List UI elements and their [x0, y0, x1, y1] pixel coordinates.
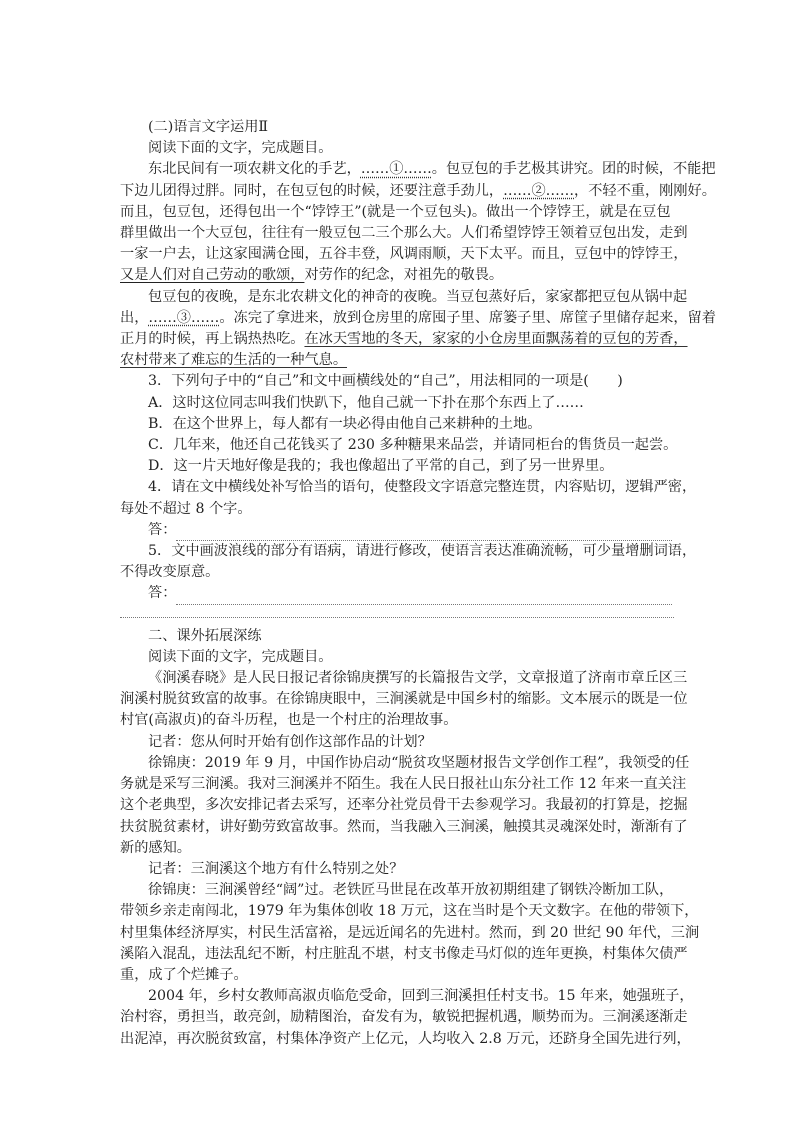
passage-line: 带领乡亲走南闯北，1979 年为集体创收 18 万元，这在当时是个天文数字。在他的带领下， — [120, 903, 699, 920]
passage-line: 治村容，勇担当，敢亮剑，励精图治，奋发有为，敏锐把握机遇，顺势而为。三涧溪逐渐走 — [120, 1009, 688, 1026]
question-4-stem-cont: 每处不超过 8 个字。 — [120, 500, 252, 517]
question-5-stem: 5．文中画波浪线的部分有语病，请进行修改，使语言表达准确流畅，可少量增删词语， — [148, 543, 697, 560]
passage-line: 2004 年，乡村女教师高淑贞临危受命，回到三涧溪担任村支书。15 年来，她强班子， — [148, 988, 694, 1005]
question-5-stem-cont: 不得改变原意。 — [120, 564, 220, 581]
option-a: A．这时这位同志叫我们快趴下，他自己就一下扑在那个东西上了…… — [148, 394, 584, 411]
answer-line[interactable] — [176, 604, 672, 605]
instruction: 阅读下面的文字，完成题目。 — [148, 140, 333, 157]
passage-line — [120, 329, 688, 350]
passage-line: 村官(高淑贞)的奋斗历程，也是一个村庄的治理故事。 — [120, 712, 458, 729]
answer-line[interactable] — [120, 605, 674, 618]
option-d: D．这一片天地好像是我的；我也像超出了平常的自己，到了另一世界里。 — [148, 458, 614, 475]
passage-line: 徐锦庚：三涧溪曾经“阔”过。老铁匠马世昆在改革开放初期组建了钢铁冷断加工队， — [148, 882, 674, 899]
passage-line: 新的感知。 — [120, 839, 191, 856]
passage-line: 《涧溪春晓》是人民日报记者徐锦庚撰写的长篇报告文学，文章报道了济南市章丘区三 — [148, 670, 688, 687]
section-heading: (二)语言文字运用Ⅱ — [148, 119, 269, 135]
section-heading: 二、课外拓展深练 — [148, 627, 262, 644]
text: 对劳作的纪念，对祖先的敬畏。 — [304, 267, 504, 284]
answer-label: 答： — [148, 585, 177, 602]
passage-line: 一家一户去，让这家囤满仓囤，五谷丰登，风调雨顺，天下太平。而且，豆包中的饽饽王， — [120, 246, 688, 263]
answer-row — [120, 583, 674, 604]
instruction: 阅读下面的文字，完成题目。 — [148, 648, 333, 665]
blank-3: ……③…… — [148, 309, 220, 326]
blank-1: ……①…… — [360, 161, 432, 178]
passage-line: 出泥淖，再次脱贫致富，村集体净资产上亿元，人均收入 2.8 万元，还跻身全国先进行列， — [120, 1030, 691, 1047]
passage-line: 徐锦庚：2019 年 9 月，中国作协启动“脱贫攻坚题材报告文学创作工程”，我领受的任 — [148, 754, 690, 771]
text: 。包豆包的手艺极其讲究。团的时候，不能把 — [431, 161, 716, 178]
passage-line: 溪陷入混乱，违法乱纪不断，村庄脏乱不堪，村支书像走马灯似的连年更换，村集体欠债严 — [120, 945, 688, 962]
passage-line: 包豆包的夜晚，是东北农耕文化的神奇的夜晚。当豆包蒸好后，家家都把豆包从锅中起 — [148, 288, 688, 305]
wavy-phrase: 农村带来了难忘的生活的一种气息。 — [120, 352, 348, 369]
question-3-stem: 3．下列句子中的“自己”和文中画横线处的“自己”，用法相同的一项是( ) — [148, 373, 623, 390]
interview-question: 记者：您从何时开始有创作这部作品的计划？ — [148, 733, 432, 750]
text: 。冻完了拿进来，放到仓房里的席囤子里、席篓子里、席筐子里储存起来，留着 — [219, 309, 716, 326]
passage-line: 群里做出一个大豆包，往往有一般豆包二三个那么大。人们希望饽饽王领着豆包出发，走到 — [120, 225, 688, 242]
passage-line — [120, 350, 674, 371]
passage-line: 重，成了个烂摊子。 — [120, 966, 248, 983]
passage-line: 务就是采写三涧溪。我对三涧溪并不陌生。我在人民日报社山东分社工作 12 年来一直关注 — [120, 776, 687, 793]
text: 东北民间有一项农耕文化的手艺， — [148, 161, 361, 178]
passage-line — [120, 159, 716, 180]
text: 出， — [120, 309, 149, 326]
answer-row — [120, 520, 674, 541]
answer-label: 答： — [148, 521, 177, 538]
text: 下边儿团得过胖。同时，在包豆包的时候，还要注意手劲儿， — [120, 182, 504, 199]
passage-line: 涧溪村脱贫致富的故事。在徐锦庚眼中，三涧溪就是中国乡村的缩影。文本展示的既是一位 — [120, 691, 688, 708]
blank-2: ……②…… — [503, 182, 575, 199]
option-c: C．几年来，他还自己花钱买了 230 多种糖果来品尝，并请同柜台的售货员一起尝。 — [148, 437, 678, 454]
interview-question: 记者：三涧溪这个地方有什么特别之处？ — [148, 860, 404, 877]
text: 正月的时候，再上锅热热吃。 — [120, 331, 305, 348]
passage-line: 村里集体经济厚实，村民生活富裕，是远近闻名的先进村。然而，到 20 世纪 90 年代，三涧 — [120, 924, 700, 941]
document-body — [120, 117, 716, 1050]
passage-line: 而且，包豆包，还得包出一个“饽饽王”(就是一个豆包头)。做出一个饽饽王，就是在豆包 — [120, 203, 671, 220]
passage-line — [120, 181, 716, 202]
wavy-phrase: 在冰天雪地的冬天，家家的小仓房里面飘荡着的豆包的芳香， — [304, 331, 688, 348]
passage-line: 这个老典型，多次安排记者去采写，还率分社党员骨干去参观学习。我最初的打算是，挖掘 — [120, 797, 688, 814]
question-4-stem: 4．请在文中横线处补写恰当的语句，使整段文字语意完整连贯，内容贴切，逻辑严密， — [148, 479, 697, 496]
passage-line — [120, 308, 716, 329]
passage-line: 扶贫脱贫素材，讲好勤劳致富故事。然而，当我融入三涧溪，触摸其灵魂深处时，渐渐有了 — [120, 818, 688, 835]
option-b: B．在这个世界上，每人都有一块必得由他自己来耕种的土地。 — [148, 415, 542, 432]
text: ，不轻不重，刚刚好。 — [574, 182, 716, 199]
passage-line — [120, 265, 674, 286]
underlined-phrase: 又是人们对自己劳动的歌颂， — [120, 267, 305, 284]
